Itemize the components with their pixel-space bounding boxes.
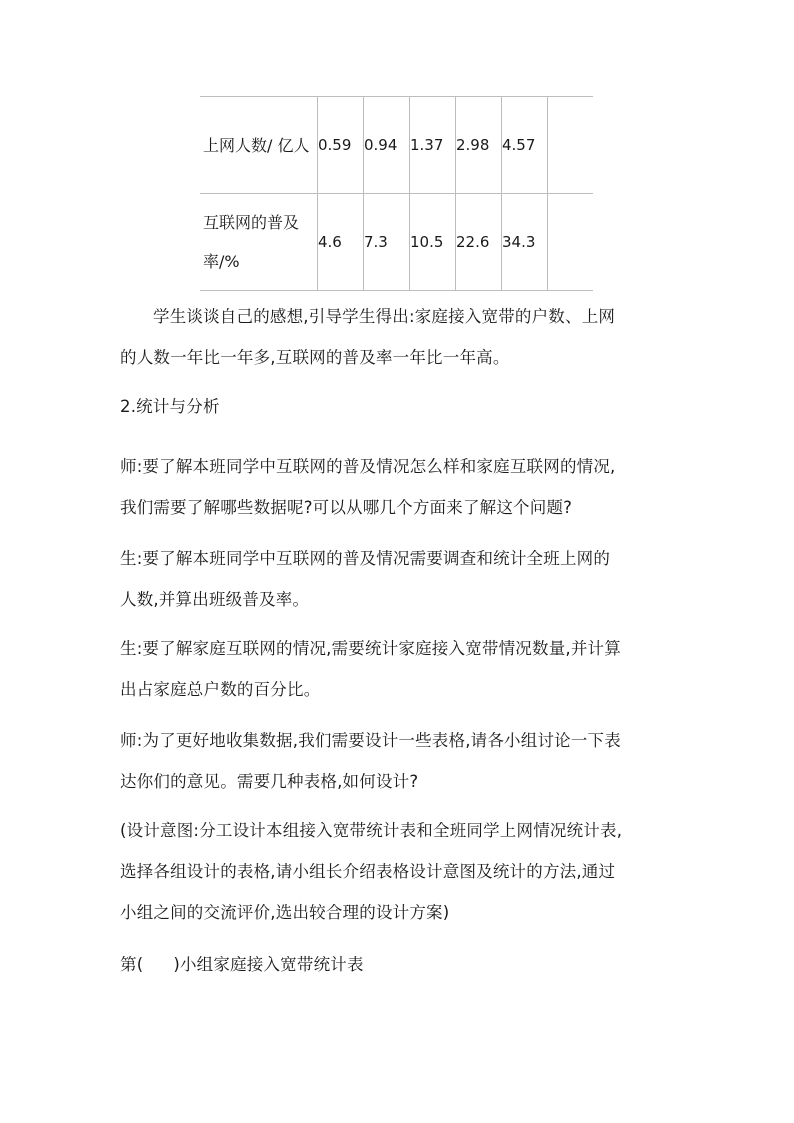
text-line: 选择各组设计的表格,请小组长介绍表格设计意图及统计的方法,通过 xyxy=(120,862,616,881)
paragraph-student-reflection xyxy=(120,296,680,378)
text-line: 人数,并算出班级普及率。 xyxy=(120,590,310,609)
paragraph-design-intent xyxy=(120,810,680,933)
internet-stats-table xyxy=(200,96,593,291)
text-line: 师:要了解本班同学中互联网的普及情况怎么样和家庭互联网的情况, xyxy=(120,457,616,476)
table-cell: 2.98 xyxy=(456,97,502,194)
caption-suffix: )小组家庭接入宽带统计表 xyxy=(173,955,364,974)
table-cell xyxy=(548,194,594,291)
paragraph-teacher-instruction xyxy=(120,720,680,802)
table-cell xyxy=(548,97,594,194)
caption-prefix: 第( xyxy=(120,955,144,974)
row-label-users: 上网人数/ 亿人 xyxy=(200,97,318,194)
table-cell: 0.94 xyxy=(364,97,410,194)
table-cell: 22.6 xyxy=(456,194,502,291)
paragraph-teacher-question xyxy=(120,446,680,528)
paragraph-student-answer-2 xyxy=(120,628,680,710)
text-line: (设计意图:分工设计本组接入宽带统计表和全班同学上网情况统计表, xyxy=(120,821,623,840)
row-label-penetration: 互联网的普及率/% xyxy=(200,194,318,291)
table-cell: 7.3 xyxy=(364,194,410,291)
text-line: 达你们的意见。需要几种表格,如何设计? xyxy=(120,772,419,791)
table-caption xyxy=(120,944,680,985)
table-cell: 0.59 xyxy=(318,97,364,194)
table-cell: 4.57 xyxy=(502,97,548,194)
table-cell: 4.6 xyxy=(318,194,364,291)
text-line: 生:要了解家庭互联网的情况,需要统计家庭接入宽带情况数量,并计算 xyxy=(120,639,621,658)
table-row xyxy=(200,97,593,194)
text-line: 小组之间的交流评价,选出较合理的设计方案) xyxy=(120,903,450,922)
table-cell: 1.37 xyxy=(410,97,456,194)
section-heading: 2.统计与分析 xyxy=(120,397,220,416)
text-line: 师:为了更好地收集数据,我们需要设计一些表格,请各小组讨论一下表 xyxy=(120,731,621,750)
text-line: 学生谈谈自己的感想,引导学生得出:家庭接入宽带的户数、上网 xyxy=(153,307,616,326)
text-line: 生:要了解本班同学中互联网的普及情况需要调查和统计全班上网的 xyxy=(120,549,611,568)
table-row xyxy=(200,194,593,291)
table-cell: 34.3 xyxy=(502,194,548,291)
text-line: 出占家庭总户数的百分比。 xyxy=(120,680,321,699)
table-cell: 10.5 xyxy=(410,194,456,291)
text-line: 的人数一年比一年多,互联网的普及率一年比一年高。 xyxy=(120,348,510,367)
paragraph-student-answer-1 xyxy=(120,538,680,620)
text-line: 我们需要了解哪些数据呢?可以从哪几个方面来了解这个问题? xyxy=(120,498,573,517)
